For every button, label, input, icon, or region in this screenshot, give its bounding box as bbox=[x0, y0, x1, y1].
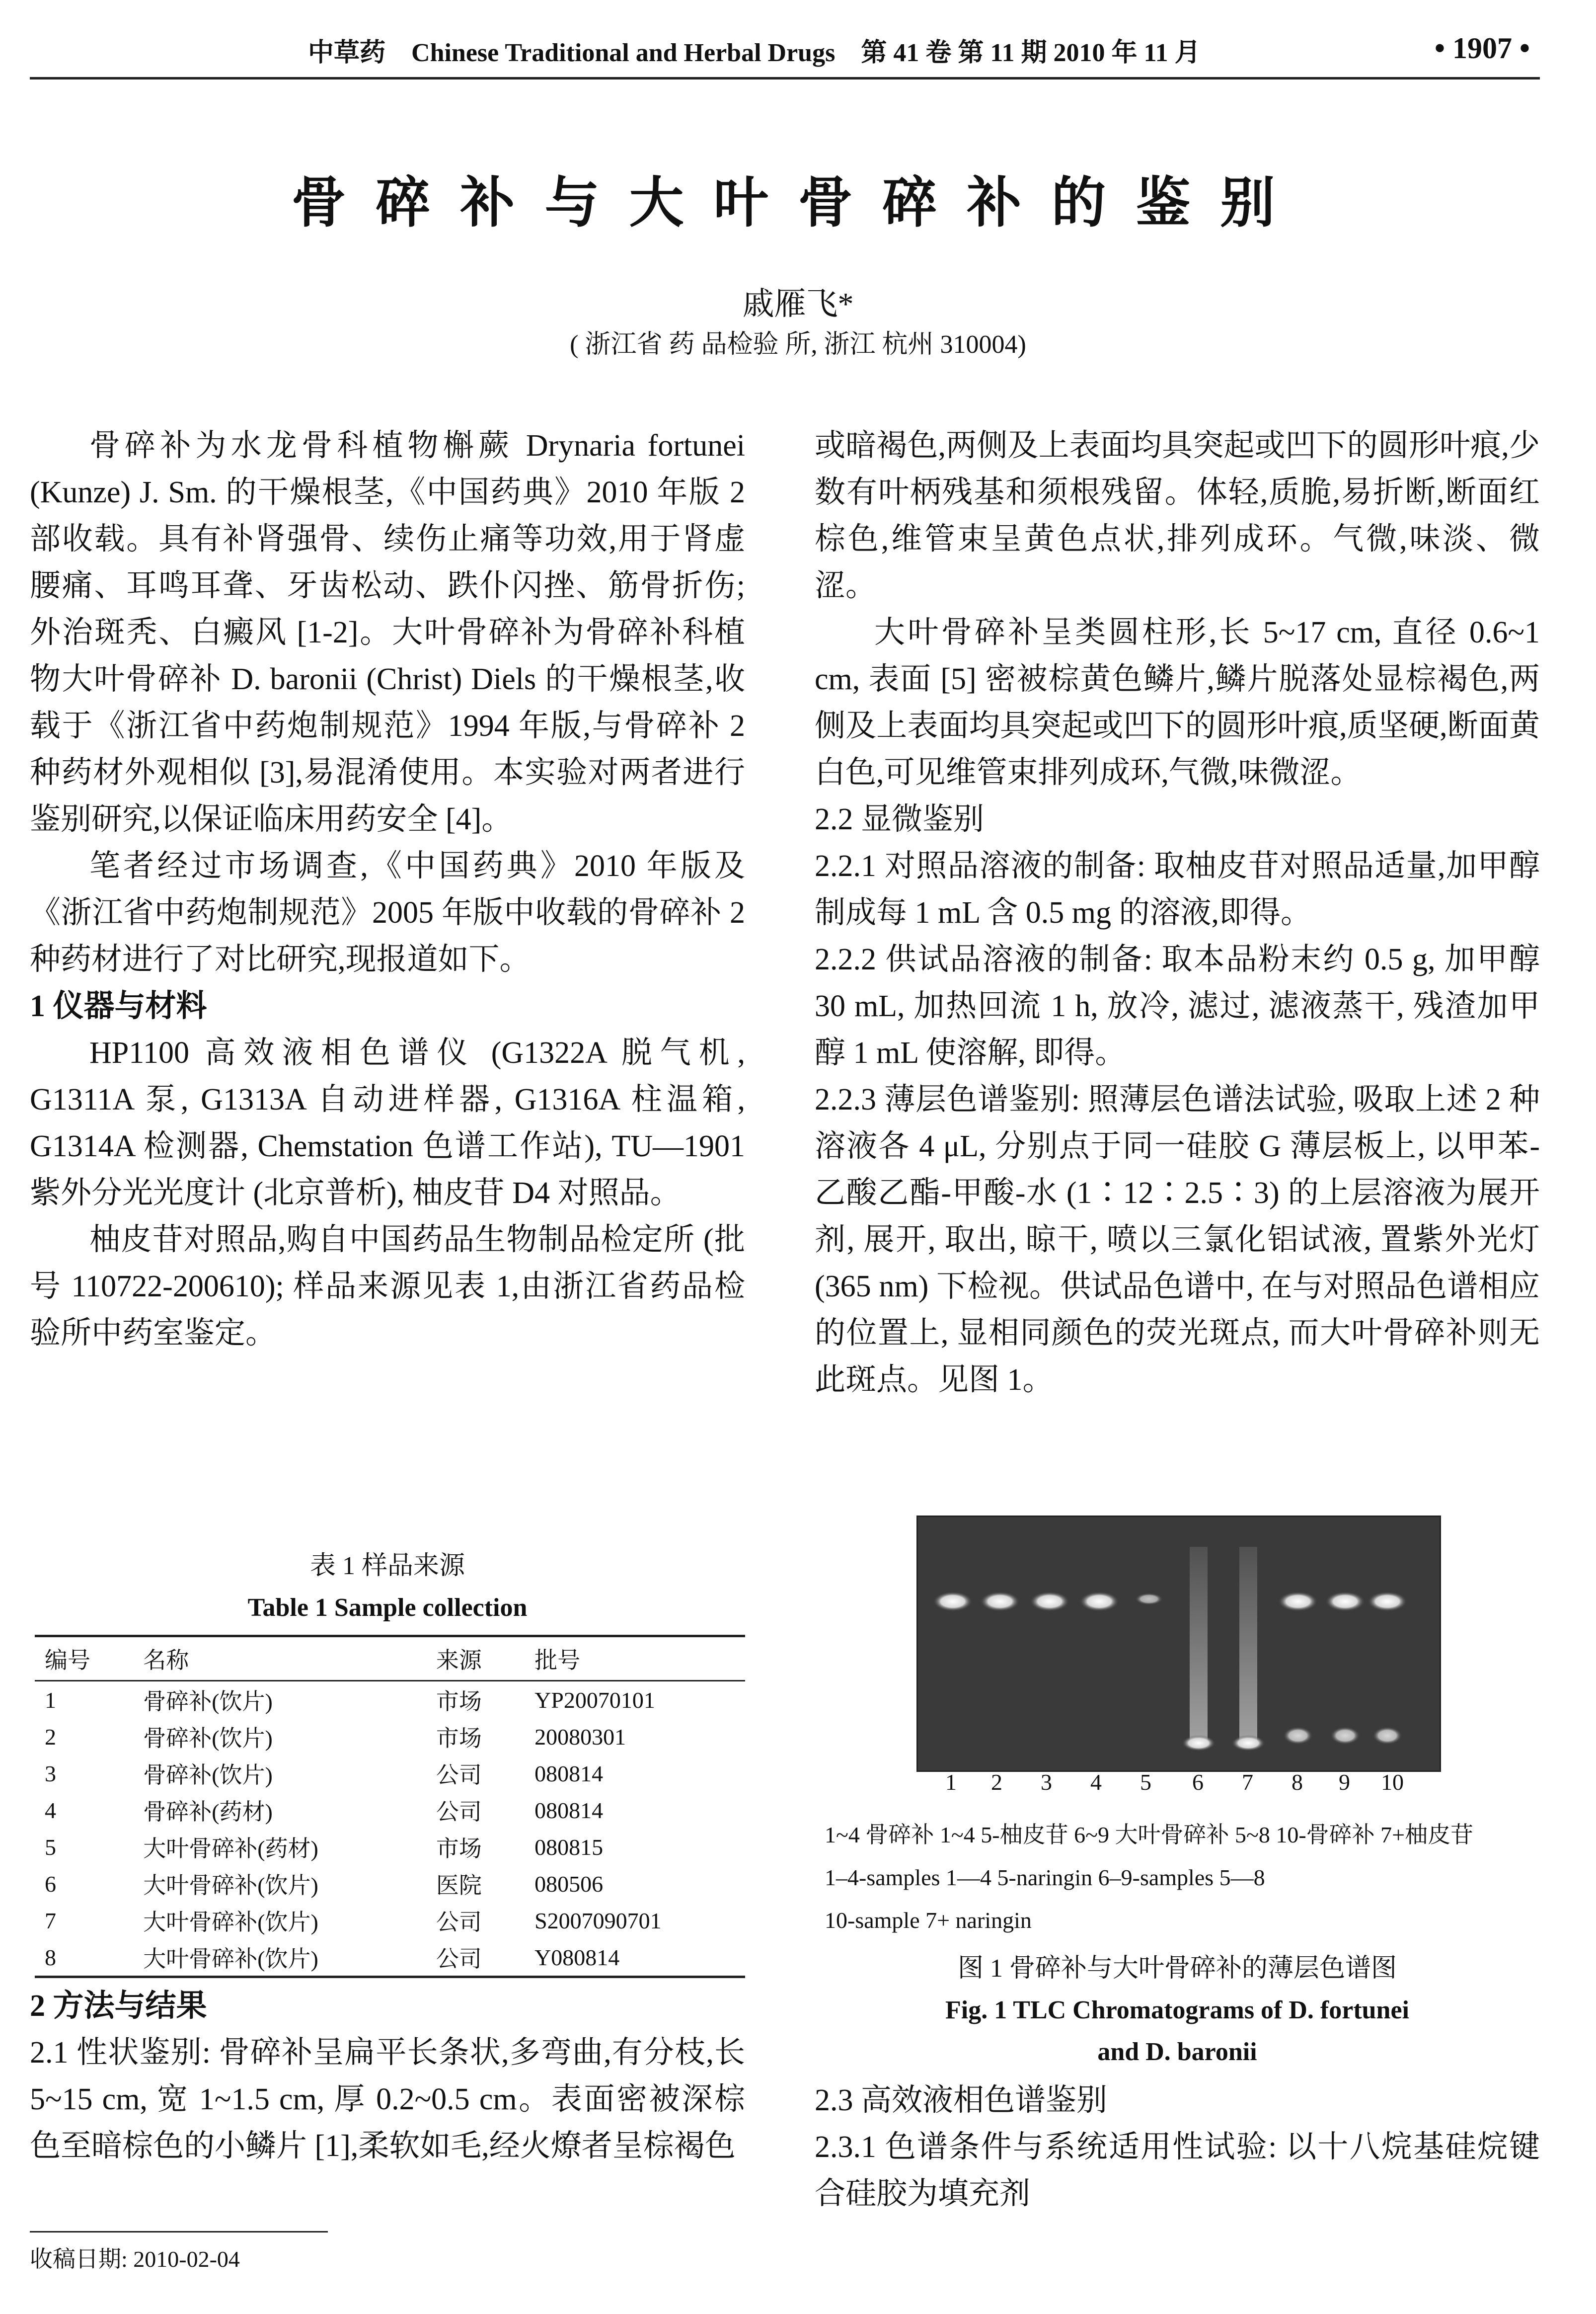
section-heading: 2 方法与结果 bbox=[30, 1989, 207, 2023]
col-header: 批号 bbox=[525, 1636, 745, 1681]
subsection-heading: 2.2 显微鉴别 bbox=[815, 802, 985, 836]
figure-caption bbox=[815, 1948, 1540, 2073]
right-column bbox=[815, 422, 1540, 1403]
col-header: 名称 bbox=[133, 1636, 426, 1681]
table-caption-en: Table 1 Sample collection bbox=[247, 1594, 528, 1622]
table-row bbox=[35, 1681, 745, 1719]
cell: S2007090701 bbox=[534, 1908, 662, 1933]
table-row bbox=[35, 1939, 745, 1977]
cell: 公司 bbox=[426, 1939, 525, 1977]
cell: 2 bbox=[45, 1724, 56, 1750]
cell: 市场 bbox=[436, 1836, 482, 1861]
col-header: 编号 bbox=[35, 1636, 133, 1681]
figure-caption-cn: 图 1 骨碎补与大叶骨碎补的薄层色谱图 bbox=[957, 1954, 1397, 1983]
cell: 大叶骨碎补(饮片) bbox=[143, 1873, 318, 1898]
lane-label: 10 bbox=[1381, 1769, 1404, 1795]
cell: 公司 bbox=[436, 1910, 482, 1935]
tlc-spot bbox=[1135, 1593, 1163, 1605]
paragraph: 2.2.3 薄层色谱鉴别: 照薄层色谱法试验, 吸取上述 2 种溶液各 4 μL, 分别点于同一硅胶 G 薄层板上, 以甲苯-乙酸乙酯-甲酸-水 (1∶12∶2.5∶3) 的上层溶液为展开剂, 展开, 取出, 晾干, 喷以三氯化铝试液, 置紫外光灯 (365 nm) 下检视。供试品色谱中, 在与对照品色谱相应的位置上, 显相同颜色的荧光斑点, 而大叶骨碎补则无此斑点。见图 1。 bbox=[815, 1083, 1540, 1397]
cell: 大叶骨碎补(药材) bbox=[143, 1836, 318, 1861]
cell: 大叶骨碎补(饮片) bbox=[143, 1910, 318, 1935]
cell: Y080814 bbox=[525, 1939, 745, 1977]
lane-label: 8 bbox=[1292, 1769, 1303, 1795]
tlc-plate-image bbox=[916, 1516, 1441, 1772]
lane-label: 6 bbox=[1192, 1769, 1204, 1795]
table-header-row bbox=[35, 1636, 745, 1681]
footnote: 收稿日期: 2010-02-04 bbox=[30, 2246, 240, 2272]
lane-label: 4 bbox=[1090, 1769, 1102, 1795]
paragraph: 2.2.1 对照品溶液的制备: 取柚皮苷对照品适量,加甲醇制成每 1 mL 含 0.5 mg 的溶液,即得。 bbox=[815, 849, 1540, 930]
lane-label: 9 bbox=[1339, 1769, 1350, 1795]
cell: 大叶骨碎补(饮片) bbox=[133, 1939, 426, 1977]
tlc-streak bbox=[1190, 1547, 1208, 1746]
table-caption bbox=[30, 1545, 745, 1629]
col-header: 来源 bbox=[426, 1636, 525, 1681]
paragraph: 2.3.1 色谱条件与系统适用性试验: 以十八烷基硅烷键合硅胶为填充剂 bbox=[815, 2130, 1540, 2211]
section-heading: 1 仪器与材料 bbox=[30, 989, 207, 1023]
paragraph: HP1100 高效液相色谱仪 (G1322A 脱气机, G1311A 泵, G1313A 自动进样器, G1316A 柱温箱, G1314A 检测器, Chemstation 色谱工作站), TU—1901 紫外分光光度计 (北京普析), 柚皮苷 D4 对照品。 bbox=[30, 1036, 745, 1210]
subsection-heading: 2.3 高效液相色谱鉴别 bbox=[815, 2083, 1108, 2117]
cell: 6 bbox=[45, 1871, 56, 1897]
figure-caption-en: and D. baronii bbox=[1097, 2038, 1257, 2066]
tlc-spot bbox=[1278, 1592, 1318, 1611]
lane-numbers bbox=[916, 1769, 1438, 1799]
table-caption-cn: 表 1 样品来源 bbox=[309, 1552, 465, 1580]
cell: 骨碎补(饮片) bbox=[143, 1726, 273, 1751]
figure-legend-cn: 1~4 骨碎补 1~4 5-柚皮苷 6~9 大叶骨碎补 5~8 10-骨碎补 7+柚皮苷 bbox=[825, 1822, 1474, 1847]
lane-label: 2 bbox=[991, 1769, 1002, 1795]
table-row bbox=[35, 1755, 745, 1792]
article-title: 骨碎补与大叶骨碎补的鉴别 bbox=[291, 173, 1305, 234]
cell: 4 bbox=[45, 1797, 56, 1823]
paragraph: 大叶骨碎补呈类圆柱形,长 5~17 cm, 直径 0.6~1 cm, 表面 [5] 密被棕黄色鳞片,鳞片脱落处显棕褐色,两侧及上表面均具突起或凹下的圆形叶痕,质坚硬,断面黄白色,可见维管束排列成环,气微,味微涩。 bbox=[815, 616, 1540, 790]
tlc-spot bbox=[1330, 1727, 1360, 1745]
figure-legend-en: 1–4-samples 1—4 5-naringin 6–9-samples 5—8 bbox=[825, 1865, 1265, 1890]
cell: 5 bbox=[45, 1834, 56, 1860]
lane-label: 1 bbox=[945, 1769, 957, 1795]
cell: 20080301 bbox=[534, 1724, 626, 1750]
tlc-spot bbox=[1283, 1727, 1313, 1745]
author: 戚雁飞* bbox=[742, 286, 854, 321]
cell: 医院 bbox=[436, 1873, 482, 1898]
table-row bbox=[35, 1718, 745, 1755]
cell: 3 bbox=[45, 1760, 56, 1786]
tlc-spot bbox=[1231, 1735, 1265, 1751]
tlc-spot bbox=[1325, 1592, 1365, 1611]
table-row bbox=[35, 1902, 745, 1939]
journal-name-en: Chinese Traditional and Herbal Drugs bbox=[411, 39, 836, 67]
journal-name-cn: 中草药 bbox=[308, 39, 386, 67]
table-row bbox=[35, 1792, 745, 1829]
paragraph: 2.1 性状鉴别: 骨碎补呈扁平长条状,多弯曲,有分枝,长 5~15 cm, 宽 1~1.5 cm, 厚 0.2~0.5 cm。表面密被深棕色至暗棕色的小鳞片 [1],柔软如毛,经火燎者呈棕褐色 bbox=[30, 2036, 745, 2163]
tlc-streak bbox=[1239, 1547, 1257, 1746]
cell: 骨碎补(药材) bbox=[143, 1799, 273, 1825]
cell: 080814 bbox=[534, 1760, 604, 1786]
lane-label: 7 bbox=[1242, 1769, 1253, 1795]
cell: 7 bbox=[45, 1908, 56, 1933]
figure-legend-en: 10-sample 7+ naringin bbox=[825, 1908, 1032, 1933]
figure-caption-en: Fig. 1 TLC Chromatograms of D. fortunei bbox=[945, 1996, 1410, 2024]
tlc-spot bbox=[980, 1592, 1020, 1611]
table-row bbox=[35, 1829, 745, 1865]
sample-table bbox=[35, 1635, 745, 1978]
cell: 1 bbox=[45, 1687, 56, 1713]
page-number: • 1907 • bbox=[1434, 32, 1530, 65]
lane-label: 3 bbox=[1041, 1769, 1052, 1795]
figure-legend bbox=[825, 1814, 1535, 1942]
cell: YP20070101 bbox=[534, 1687, 655, 1713]
tlc-spot bbox=[1372, 1727, 1402, 1745]
cell: 080506 bbox=[534, 1871, 604, 1897]
footnote-rule bbox=[30, 2231, 328, 2233]
cell: 市场 bbox=[436, 1726, 482, 1751]
left-column bbox=[30, 422, 745, 1356]
tlc-spot bbox=[1368, 1592, 1407, 1611]
cell: 8 bbox=[35, 1939, 133, 1977]
lane-label: 5 bbox=[1140, 1769, 1151, 1795]
running-header bbox=[30, 27, 1540, 80]
cell: 市场 bbox=[436, 1689, 482, 1714]
paragraph: 柚皮苷对照品,购自中国药品生物制品检定所 (批号 110722-200610); 样品来源见表 1,由浙江省药品检验所中药室鉴定。 bbox=[30, 1223, 745, 1350]
table-row bbox=[35, 1865, 745, 1902]
tlc-spot bbox=[1030, 1592, 1069, 1611]
paragraph: 笔者经过市场调查,《中国药典》2010 年版及《浙江省中药炮制规范》2005 年版中收载的骨碎补 2 种药材进行了对比研究,现报道如下。 bbox=[30, 849, 745, 976]
right-column-bottom bbox=[815, 2077, 1540, 2217]
cell: 080815 bbox=[534, 1834, 604, 1860]
tlc-spot bbox=[1182, 1735, 1216, 1751]
issue-info: 第 41 卷 第 11 期 2010 年 11 月 bbox=[861, 39, 1201, 67]
affiliation: ( 浙江省 药 品检验 所, 浙江 杭州 310004) bbox=[570, 330, 1026, 359]
left-column-bottom bbox=[30, 1983, 745, 2169]
tlc-spot bbox=[933, 1592, 973, 1611]
paragraph: 2.2.2 供试品溶液的制备: 取本品粉末约 0.5 g, 加甲醇 30 mL, 加热回流 1 h, 放冷, 滤过, 滤液蒸干, 残渣加甲醇 1 mL 使溶解, 即得。 bbox=[815, 943, 1540, 1070]
tlc-spot bbox=[1079, 1592, 1119, 1611]
cell: 骨碎补(饮片) bbox=[143, 1689, 273, 1714]
cell: 骨碎补(饮片) bbox=[143, 1762, 273, 1788]
cell: 公司 bbox=[436, 1799, 482, 1825]
cell: 公司 bbox=[436, 1762, 482, 1788]
paragraph: 骨碎补为水龙骨科植物槲蕨 Drynaria fortunei (Kunze) J. Sm. 的干燥根茎,《中国药典》2010 年版 2 部收载。具有补肾强骨、续伤止痛等功效,用于肾虚腰痛、耳鸣耳聋、牙齿松动、跌仆闪挫、筋骨折伤;外治斑秃、白癜风 [1-2]。大叶骨碎补为骨碎补科植物大叶骨碎补 D. baronii (Christ) Diels 的干燥根茎,收载于《浙江省中药炮制规范》1994 年版,与骨碎补 2 种药材外观相似 [3],易混淆使用。本实验对两者进行鉴别研究,以保证临床用药安全 [4]。 bbox=[30, 429, 745, 836]
paragraph: 或暗褐色,两侧及上表面均具突起或凹下的圆形叶痕,少数有叶柄残基和须根残留。体轻,质脆,易折断,断面红棕色,维管束呈黄色点状,排列成环。气微,味淡、微涩。 bbox=[815, 429, 1540, 603]
cell: 080814 bbox=[534, 1797, 604, 1823]
